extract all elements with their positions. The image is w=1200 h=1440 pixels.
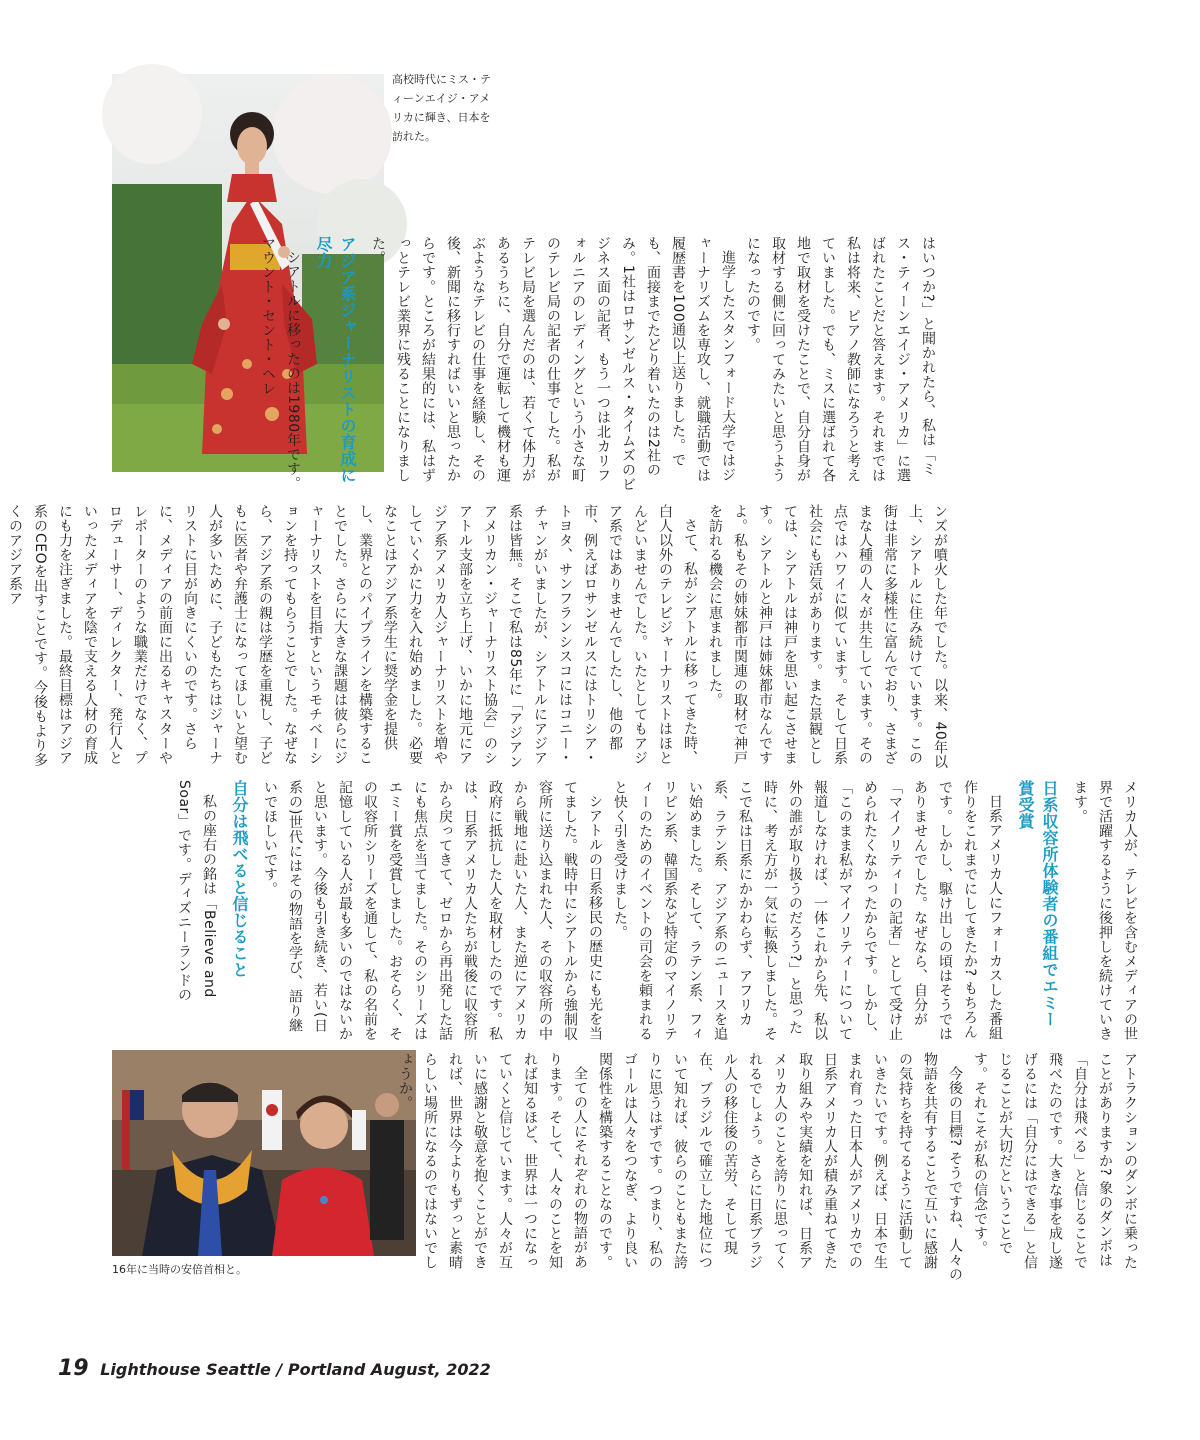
paragraph: 私の座右の銘は「Believe and Soar」です。ディズニーランドの bbox=[176, 780, 217, 1003]
paragraph: シアトルの日系移民の歴史にも光を当てました。戦時中にシアトルから強制収容所に送り込まれた人、その収容所の中から戦地に赴いた人、また逆にアメリカ政府に抵抗した人を取材したのです。私は、日系アメリカ人たちが戦後に収容所から戻ってきて、ゼロから再出発した話にも焦点を当てました。そのシリーズはエミー賞を受賞しました。おそらく、その収容所シリーズを通して、私の名前を記憶している人が最も多いのではないかと思います。今後も引き続き、若い(日系の)世代にはその物語を学び、語り継いでほしいです。 bbox=[262, 780, 603, 1041]
article-column-4 bbox=[397, 1052, 1142, 1282]
section-heading: 自分は飛べると信じること bbox=[230, 780, 249, 978]
section-heading: アジア系ジャーナリストの育成に尽力 bbox=[314, 236, 357, 484]
photo-caption-bottom bbox=[112, 1260, 416, 1279]
paragraph: アトラクションのダンボに乗ったことがありますか? 象のダンボは「自分は飛べる」と信じることで飛べたのです。大きな事を成し遂げるには「自分にはできる」と信じることが大切だということです。それこそが私の信念です。 bbox=[972, 1052, 1138, 1270]
caption-text: 16年に当時の安倍首相と。 bbox=[112, 1263, 247, 1276]
paragraph: 日系アメリカ人にフォーカスした番組作りをこれまでにしてきたか? もちろんです。しかし、駆け出しの頃はそうではありませんでした。なぜなら、自分が「マイノリティーの記者」として受け止められたくなかったからです。しかし、「このまま私がマイノリティーについて報道しなければ、一体これから先、私以外の誰が取り扱うのだろう?」と思った時に、考え方が一気に転換しました。そこで私は日系にかかわらず、アフリカ系、ラテン系、アジア系のニュースを追い始めました。そして、ラテン系、フィリピン系、韓国系など特定のマイノリティーのためのイベントの司会を頼まれると快く引き受けました。 bbox=[612, 780, 1003, 1041]
paragraph: 今後の目標? そうですね、人々の物語を共有することで互いに感謝の気持ちを持てるように活動していきたいです。例えば、日本で生まれ育った日本人がアメリカでの日系アメリカ人が積み重ねてきた取り組みや実績を知れば、日系アメリカ人のことを誇りに思ってくれるでしょう。さらに日系ブラジル人の移住後の苦労、そして現在、ブラジルで確立した地位について知れば、彼らのこともまた誇りに思うはずです。つまり、私のゴールは人々をつなぎ、より良い関係性を構築することなのです。 bbox=[597, 1052, 963, 1282]
paragraph: はいつか?」と聞かれたら、私は「ミス・ティーンエイジ・アメリカ」に選ばれたことだと答えます。それまでは私は将来、ピアノ教師になろうと考えていました。でも、ミスに選ばれて各地で取材を受けたことで、自分自身が取材する側に回ってみたいと思うようになったのです。 bbox=[745, 236, 936, 483]
paragraph: さて、私がシアトルに移ってきた時、白人以外のテレビジャーナリストはほとんどいませんでした。いたとしてもアジア系ではありませんでしたし、他の都市、例えばロサンゼルスにはトリシア・トヨタ、サンフランシスコにはコニー・チャンがいましたが、シアトルにアジア系は皆無。そこで私は85年に「アジアンアメリカン・ジャーナリスト協会」のシアトル支部を立ち上げ、いかに地元にアジア系アメリカ人ジャーナリストを増やしていくかに力を入れ始めました。必要なことはアジア系学生に奨学金を提供し、業界とのパイプラインを構築することでした。さらに大きな課題は彼らにジャーナリストを目指すというモチベーションを持ってもらうことでした。なぜなら、アジア系の親は学歴を重視し、子どもに医者や弁護士になってほしいと望む人が多いために、子どもたちはジャーナリストに目が向きにくいのです。さらに、メディアの前面に出るキャスターやレポーターのような職業だけでなく、プロデューサー、ディレクター、発行人といったメディアを陰で支える人材の育成にも力を注ぎました。最終目標はアジア系のCEOを出すことです。今後もより多くのアジア系ア bbox=[7, 504, 698, 770]
article-column-1 bbox=[260, 236, 940, 496]
paragraph: 進学したスタンフォード大学ではジャーナリズムを専攻し、就職活動では履歴書を100通以上送りました。でも、面接までたどり着いたのは2社のみ。1社はロサンゼルス・タイムズのビジネス面の記者、もう一つは北カリフォルニアのレディングという小さな町のテレビ局の記者の仕事でした。私がテレビ局を選んだのは、若くて体力があるうちに、自分で運転して機材も運ぶようなテレビの仕事を経験し、その後、新聞に移行すればいいと思ったからです。ところが結果的には、私はずっとテレビ業界に残ることになりました。 bbox=[370, 236, 736, 492]
paragraph: シアトルに移ったのは1980年です。マウント・セント・ヘレ bbox=[260, 236, 301, 491]
article-column-3 bbox=[136, 780, 1142, 1042]
photo-caption-top bbox=[392, 70, 492, 146]
page-footer bbox=[58, 1356, 491, 1381]
paragraph: ンズが噴火した年でした。以来、40年以上、シアトルに住み続けています。この街は非常に多様性に富んでおり、さまざまな人種の人々が共生しています。その点ではハワイに似ています。そして日系社会にも活気があります。また景観としては、シアトルは神戸を思い起こさせます。シアトルと神戸は姉妹都市なんですよ。私もその姉妹都市関連の取材で神戸を訪れる機会に恵まれました。 bbox=[707, 504, 948, 770]
caption-text: 高校時代にミス・ティーンエイジ・アメリカに輝き、日本を訪れた。 bbox=[392, 73, 491, 143]
publication-name: Lighthouse Seattle / Portland August, 2022 bbox=[100, 1360, 491, 1379]
paragraph: 全ての人にそれぞれの物語があります。そして、人々のことを知れば知るほど、世界は一つになっていくと信じています。人々が互いに感謝と敬意を抱くことができれば、世界は今よりもずっと素晴らしい場所になるのではないでしょうか。 bbox=[397, 1052, 588, 1270]
section-heading: 日系収容所体験者の番組でエミー賞受賞 bbox=[1016, 780, 1059, 1028]
article-column-2 bbox=[7, 504, 952, 776]
photo-with-prime-minister bbox=[112, 1050, 416, 1256]
page-number: 19 bbox=[58, 1356, 89, 1381]
paragraph: メリカ人が、テレビを含むメディアの世界で活躍するように後押しを続けていきます。 bbox=[1072, 780, 1138, 1041]
